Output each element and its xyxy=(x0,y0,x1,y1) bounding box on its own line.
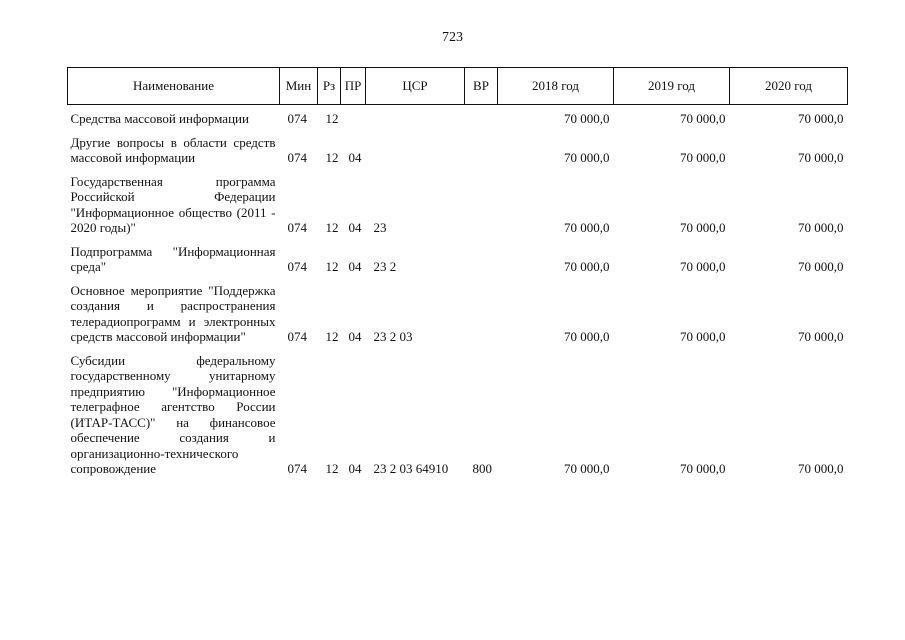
header-vr: ВР xyxy=(465,68,498,105)
row-2020: 70 000,0 xyxy=(798,150,844,165)
budget-table xyxy=(67,67,848,485)
row-2018: 70 000,0 xyxy=(564,150,610,165)
table-header-row xyxy=(68,68,848,105)
row-min: 074 xyxy=(287,150,307,165)
row-2020: 70 000,0 xyxy=(798,220,844,235)
row-csr xyxy=(366,105,465,135)
table-row xyxy=(68,353,848,485)
row-2020: 70 000,0 xyxy=(798,259,844,274)
row-csr: 23 2 03 64910 xyxy=(373,461,449,476)
table-row xyxy=(68,174,848,244)
header-2020: 2020 год xyxy=(730,68,848,105)
row-csr: 23 xyxy=(373,220,387,235)
row-min: 074 xyxy=(287,461,307,476)
header-min: Мин xyxy=(280,68,318,105)
header-csr: ЦСР xyxy=(366,68,465,105)
row-vr xyxy=(465,244,498,283)
row-2019: 70 000,0 xyxy=(680,111,726,126)
row-pr: 04 xyxy=(348,150,362,165)
table-row xyxy=(68,135,848,174)
row-rz: 12 xyxy=(325,329,339,344)
header-pr: ПР xyxy=(341,68,366,105)
row-2019: 70 000,0 xyxy=(680,220,726,235)
row-2019: 70 000,0 xyxy=(680,329,726,344)
table-row xyxy=(68,105,848,135)
row-name: Субсидии федеральному государственному унитарному предприятию "Информационное телеграфное агентство России (ИТАР-ТАСС)" на финансовое обеспечение создания и организационно-технического сопровождение xyxy=(70,352,276,476)
row-vr xyxy=(465,135,498,174)
row-2018: 70 000,0 xyxy=(564,461,610,476)
header-2019: 2019 год xyxy=(614,68,730,105)
page-number: 723 xyxy=(442,30,463,45)
row-min: 074 xyxy=(287,329,307,344)
row-pr: 04 xyxy=(348,259,362,274)
row-csr xyxy=(366,135,465,174)
row-rz: 12 xyxy=(325,259,339,274)
table-body xyxy=(68,105,848,485)
header-name: Наименование xyxy=(68,68,280,105)
row-name: Другие вопросы в области средств массовой информации xyxy=(70,134,276,165)
row-2020: 70 000,0 xyxy=(798,111,844,126)
row-rz: 12 xyxy=(325,150,339,165)
row-2019: 70 000,0 xyxy=(680,259,726,274)
row-vr: 800 xyxy=(472,461,492,476)
row-2018: 70 000,0 xyxy=(564,259,610,274)
row-min: 074 xyxy=(287,259,307,274)
row-rz: 12 xyxy=(325,220,339,235)
table-row xyxy=(68,283,848,353)
row-2018: 70 000,0 xyxy=(564,111,610,126)
header-rz: Рз xyxy=(318,68,341,105)
table-row xyxy=(68,244,848,283)
row-vr xyxy=(465,174,498,244)
row-csr: 23 2 03 xyxy=(373,329,413,344)
row-pr: 04 xyxy=(348,220,362,235)
row-name: Государственная программа Российской Федерации "Информационное общество (2011 - 2020 годы)" xyxy=(70,173,276,235)
row-rz: 12 xyxy=(325,111,339,126)
row-name: Средства массовой информации xyxy=(70,111,249,126)
row-csr: 23 2 xyxy=(373,259,397,274)
row-vr xyxy=(465,283,498,353)
row-min: 074 xyxy=(287,220,307,235)
header-2018: 2018 год xyxy=(498,68,614,105)
row-vr xyxy=(465,105,498,135)
row-2019: 70 000,0 xyxy=(680,150,726,165)
row-name: Основное мероприятие "Поддержка создания и распространения телерадиопрограмм и электронных средств массовой информации" xyxy=(70,282,276,344)
row-pr: 04 xyxy=(348,329,362,344)
row-name: Подпрограмма "Информационная среда" xyxy=(70,243,276,274)
row-2020: 70 000,0 xyxy=(798,329,844,344)
row-pr xyxy=(341,105,366,135)
row-min: 074 xyxy=(287,111,307,126)
row-2019: 70 000,0 xyxy=(680,461,726,476)
row-rz: 12 xyxy=(325,461,339,476)
row-2020: 70 000,0 xyxy=(798,461,844,476)
row-2018: 70 000,0 xyxy=(564,220,610,235)
row-pr: 04 xyxy=(348,461,362,476)
row-2018: 70 000,0 xyxy=(564,329,610,344)
